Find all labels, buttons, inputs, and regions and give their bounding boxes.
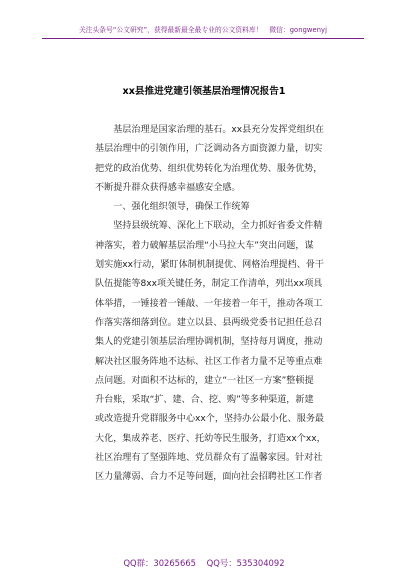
page-footer — [0, 557, 408, 569]
document-body — [95, 121, 349, 488]
body-line: 大化，集成养老、医疗、托幼等民生服务，打造xx个xx， — [95, 433, 326, 444]
body-line: 基层治理中的引领作用，广泛调动各方面资源力量，切实 — [95, 144, 323, 155]
qq-group-number: QQ群：30265665 — [123, 558, 196, 568]
body-line: 或改造提升党群服务中心xx个，坚持办公最小化、服务最 — [95, 414, 325, 425]
body-line: 划实施xx行动，紧盯体制机制提优、网格治理提档、骨干 — [95, 260, 325, 271]
body-line: 社区治理有了坚强阵地、党员群众有了温馨家园。针对社 — [95, 453, 323, 464]
body-line: 基层治理是国家治理的基石。xx县充分发挥党组织在 — [95, 125, 325, 135]
body-line: 不断提升群众获得感幸福感安全感。 — [95, 182, 241, 193]
body-line: 神落实，着力破解基层治理“小马拉大车”突出问题，谋 — [95, 240, 314, 251]
body-line: 解决社区服务阵地不达标、社区工作者力量不足等重点难 — [95, 356, 323, 367]
body-line: 集人的党建引领基层治理协调机制，坚持每月调度，推动 — [95, 337, 323, 348]
body-line: 区力量薄弱、合力不足等问题，面向社会招聘社区工作者 — [95, 472, 323, 483]
qq-number: QQ号：535304092 — [206, 558, 285, 568]
section-heading: 一、强化组织领导，确保工作统筹 — [95, 202, 250, 213]
body-line: 升台账，采取“扩、建、合、挖、购”等多种渠道，新建 — [95, 395, 314, 406]
page-header-banner: 关注头条号“公文研究”，获得最新最全最专业的公文资料库！ 微信：gongwenyj — [78, 26, 328, 34]
body-line: 体举措，一锤接着一锤敲、一年接着一年干，推动各项工 — [95, 298, 323, 309]
body-line: 队伍提能等8xx项关键任务，制定工作清单，列出xx项具 — [95, 279, 323, 290]
document-title: xx县推进党建引领基层治理情况报告1 — [122, 86, 286, 97]
body-line: 坚持县级统筹、深化上下联动，全力抓好省委文件精 — [95, 221, 323, 232]
body-line: 点问题。对面积不达标的，建立“一社区一方案”整顿提 — [95, 375, 314, 386]
header-divider — [42, 38, 364, 39]
body-line: 把党的政治优势、组织优势转化为治理优势、服务优势， — [95, 163, 323, 174]
body-line: 作落实落细落到位。建立以县、县两级党委书记担任总召 — [95, 317, 323, 328]
